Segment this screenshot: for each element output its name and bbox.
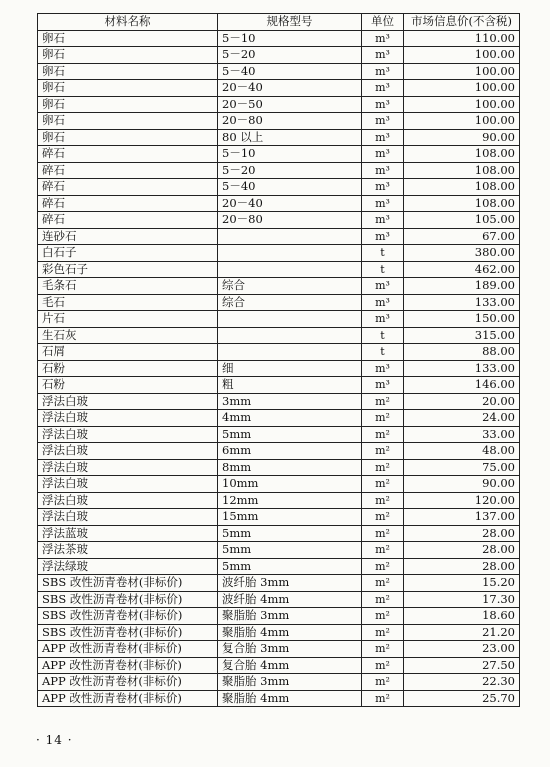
price-cell: 108.00 (404, 162, 520, 179)
spec-model-cell: 5mm (218, 542, 362, 559)
table-row (38, 426, 520, 443)
material-name-cell: 毛石 (38, 294, 218, 311)
price-cell: 108.00 (404, 195, 520, 212)
price-cell: 105.00 (404, 212, 520, 229)
price-cell: 15.20 (404, 575, 520, 592)
table-row (38, 525, 520, 542)
material-name-cell: 卵石 (38, 113, 218, 130)
material-name-cell: 浮法白玻 (38, 492, 218, 509)
material-name-cell: 石屑 (38, 344, 218, 361)
unit-cell: m³ (362, 195, 404, 212)
price-cell: 25.70 (404, 690, 520, 707)
table-row (38, 542, 520, 559)
price-cell: 24.00 (404, 410, 520, 427)
table-row (38, 195, 520, 212)
price-cell: 189.00 (404, 278, 520, 295)
price-cell: 17.30 (404, 591, 520, 608)
material-name-cell: 卵石 (38, 96, 218, 113)
spec-model-cell: 6mm (218, 443, 362, 460)
material-name-cell: 浮法绿玻 (38, 558, 218, 575)
material-name-cell: APP 改性沥青卷材(非标价) (38, 674, 218, 691)
unit-cell: m³ (362, 162, 404, 179)
price-cell: 28.00 (404, 525, 520, 542)
spec-model-cell: 20－40 (218, 80, 362, 97)
spec-model-cell: 综合 (218, 278, 362, 295)
material-name-cell: 碎石 (38, 195, 218, 212)
unit-cell: m³ (362, 360, 404, 377)
spec-model-cell: 聚脂胎 3mm (218, 674, 362, 691)
spec-model-cell: 12mm (218, 492, 362, 509)
price-cell: 146.00 (404, 377, 520, 394)
material-name-cell: APP 改性沥青卷材(非标价) (38, 641, 218, 658)
table-row (38, 608, 520, 625)
table-row (38, 344, 520, 361)
table-row (38, 327, 520, 344)
material-name-cell: 连砂石 (38, 228, 218, 245)
unit-cell: m³ (362, 311, 404, 328)
material-name-cell: 卵石 (38, 30, 218, 47)
unit-cell: m² (362, 690, 404, 707)
price-cell: 18.60 (404, 608, 520, 625)
material-name-cell: 碎石 (38, 212, 218, 229)
table-row (38, 509, 520, 526)
unit-cell: m² (362, 443, 404, 460)
price-cell: 100.00 (404, 96, 520, 113)
table-row (38, 129, 520, 146)
price-cell: 23.00 (404, 641, 520, 658)
spec-model-cell: 聚脂胎 4mm (218, 690, 362, 707)
spec-model-cell: 5－20 (218, 162, 362, 179)
table-row (38, 459, 520, 476)
material-name-cell: 浮法白玻 (38, 459, 218, 476)
spec-model-cell: 3mm (218, 393, 362, 410)
spec-model-cell: 20－80 (218, 113, 362, 130)
spec-model-cell: 5－20 (218, 47, 362, 64)
price-cell: 27.50 (404, 657, 520, 674)
spec-model-cell: 粗 (218, 377, 362, 394)
unit-cell: t (362, 344, 404, 361)
spec-model-cell: 5mm (218, 525, 362, 542)
table-row (38, 591, 520, 608)
spec-model-cell: 20－40 (218, 195, 362, 212)
price-cell: 28.00 (404, 542, 520, 559)
material-name-cell: 生石灰 (38, 327, 218, 344)
table-row (38, 410, 520, 427)
unit-cell: m² (362, 591, 404, 608)
table-row (38, 228, 520, 245)
unit-cell: m² (362, 459, 404, 476)
table-row (38, 641, 520, 658)
price-cell: 21.20 (404, 624, 520, 641)
spec-model-cell: 4mm (218, 410, 362, 427)
header-market-price: 市场信息价(不含税) (404, 14, 520, 31)
material-name-cell: 浮法白玻 (38, 426, 218, 443)
unit-cell: m³ (362, 129, 404, 146)
spec-model-cell: 波纤胎 4mm (218, 591, 362, 608)
table-row (38, 245, 520, 262)
table-header-row (38, 14, 520, 31)
price-cell: 48.00 (404, 443, 520, 460)
table-row (38, 113, 520, 130)
material-name-cell: 白石子 (38, 245, 218, 262)
table-row (38, 96, 520, 113)
unit-cell: t (362, 327, 404, 344)
price-cell: 110.00 (404, 30, 520, 47)
unit-cell: t (362, 245, 404, 262)
unit-cell: m² (362, 525, 404, 542)
spec-model-cell: 5mm (218, 558, 362, 575)
price-cell: 28.00 (404, 558, 520, 575)
unit-cell: m³ (362, 80, 404, 97)
price-cell: 108.00 (404, 179, 520, 196)
spec-model-cell (218, 245, 362, 262)
table-row (38, 624, 520, 641)
table-row (38, 690, 520, 707)
spec-model-cell: 5－40 (218, 179, 362, 196)
table-row (38, 575, 520, 592)
unit-cell: m² (362, 641, 404, 658)
material-name-cell: 碎石 (38, 179, 218, 196)
material-name-cell: 彩色石子 (38, 261, 218, 278)
spec-model-cell (218, 344, 362, 361)
unit-cell: m² (362, 509, 404, 526)
unit-cell: m² (362, 674, 404, 691)
price-cell: 100.00 (404, 63, 520, 80)
price-cell: 22.30 (404, 674, 520, 691)
price-cell: 20.00 (404, 393, 520, 410)
spec-model-cell: 8mm (218, 459, 362, 476)
spec-model-cell: 聚脂胎 3mm (218, 608, 362, 625)
material-name-cell: SBS 改性沥青卷材(非标价) (38, 624, 218, 641)
material-name-cell: 浮法白玻 (38, 410, 218, 427)
spec-model-cell: 80 以上 (218, 129, 362, 146)
header-spec-model: 规格型号 (218, 14, 362, 31)
material-name-cell: 卵石 (38, 47, 218, 64)
material-price-table (37, 13, 520, 707)
table-row (38, 311, 520, 328)
header-unit: 单位 (362, 14, 404, 31)
price-cell: 133.00 (404, 294, 520, 311)
material-name-cell: 浮法白玻 (38, 443, 218, 460)
spec-model-cell: 5mm (218, 426, 362, 443)
spec-model-cell: 聚脂胎 4mm (218, 624, 362, 641)
unit-cell: m³ (362, 228, 404, 245)
table-row (38, 146, 520, 163)
material-name-cell: 卵石 (38, 80, 218, 97)
price-cell: 67.00 (404, 228, 520, 245)
unit-cell: m² (362, 624, 404, 641)
price-cell: 120.00 (404, 492, 520, 509)
spec-model-cell (218, 311, 362, 328)
material-name-cell: 石粉 (38, 377, 218, 394)
unit-cell: m³ (362, 113, 404, 130)
unit-cell: m² (362, 393, 404, 410)
price-cell: 100.00 (404, 80, 520, 97)
spec-model-cell: 20－50 (218, 96, 362, 113)
spec-model-cell: 细 (218, 360, 362, 377)
unit-cell: m³ (362, 63, 404, 80)
unit-cell: m³ (362, 377, 404, 394)
header-material-name: 材料名称 (38, 14, 218, 31)
table-row (38, 443, 520, 460)
unit-cell: m² (362, 608, 404, 625)
table-row (38, 63, 520, 80)
price-cell: 108.00 (404, 146, 520, 163)
material-name-cell: 浮法茶玻 (38, 542, 218, 559)
table-row (38, 360, 520, 377)
table-row (38, 377, 520, 394)
unit-cell: m² (362, 426, 404, 443)
price-cell: 90.00 (404, 129, 520, 146)
unit-cell: m³ (362, 212, 404, 229)
price-cell: 380.00 (404, 245, 520, 262)
price-cell: 462.00 (404, 261, 520, 278)
spec-model-cell: 波纤胎 3mm (218, 575, 362, 592)
table-row (38, 212, 520, 229)
spec-model-cell: 15mm (218, 509, 362, 526)
unit-cell: m³ (362, 278, 404, 295)
price-cell: 137.00 (404, 509, 520, 526)
table-row (38, 162, 520, 179)
price-cell: 150.00 (404, 311, 520, 328)
table-row (38, 657, 520, 674)
material-name-cell: 毛条石 (38, 278, 218, 295)
table-row (38, 261, 520, 278)
table-row (38, 558, 520, 575)
spec-model-cell: 复合胎 3mm (218, 641, 362, 658)
price-cell: 33.00 (404, 426, 520, 443)
material-name-cell: 浮法白玻 (38, 476, 218, 493)
price-cell: 100.00 (404, 113, 520, 130)
material-name-cell: SBS 改性沥青卷材(非标价) (38, 591, 218, 608)
spec-model-cell: 5－10 (218, 146, 362, 163)
spec-model-cell: 5－40 (218, 63, 362, 80)
table-body (38, 30, 520, 707)
page-number: · 14 · (36, 733, 73, 747)
material-name-cell: 浮法白玻 (38, 509, 218, 526)
price-cell: 133.00 (404, 360, 520, 377)
material-name-cell: 浮法白玻 (38, 393, 218, 410)
table-row (38, 179, 520, 196)
material-name-cell: SBS 改性沥青卷材(非标价) (38, 575, 218, 592)
material-name-cell: SBS 改性沥青卷材(非标价) (38, 608, 218, 625)
table-row (38, 476, 520, 493)
unit-cell: m² (362, 476, 404, 493)
material-name-cell: 碎石 (38, 146, 218, 163)
spec-model-cell: 综合 (218, 294, 362, 311)
spec-model-cell (218, 261, 362, 278)
spec-model-cell: 20－80 (218, 212, 362, 229)
unit-cell: m² (362, 558, 404, 575)
table-row (38, 80, 520, 97)
material-name-cell: 碎石 (38, 162, 218, 179)
price-cell: 75.00 (404, 459, 520, 476)
material-name-cell: 浮法蓝玻 (38, 525, 218, 542)
table-row (38, 278, 520, 295)
material-name-cell: APP 改性沥青卷材(非标价) (38, 690, 218, 707)
material-name-cell: 石粉 (38, 360, 218, 377)
table-row (38, 393, 520, 410)
table-row (38, 47, 520, 64)
unit-cell: m³ (362, 96, 404, 113)
price-cell: 315.00 (404, 327, 520, 344)
spec-model-cell (218, 327, 362, 344)
unit-cell: t (362, 261, 404, 278)
spec-model-cell: 复合胎 4mm (218, 657, 362, 674)
unit-cell: m² (362, 657, 404, 674)
unit-cell: m² (362, 492, 404, 509)
material-name-cell: 片石 (38, 311, 218, 328)
material-name-cell: 卵石 (38, 63, 218, 80)
spec-model-cell: 10mm (218, 476, 362, 493)
material-name-cell: APP 改性沥青卷材(非标价) (38, 657, 218, 674)
table-row (38, 674, 520, 691)
table-row (38, 294, 520, 311)
price-cell: 88.00 (404, 344, 520, 361)
unit-cell: m³ (362, 146, 404, 163)
table-row (38, 30, 520, 47)
unit-cell: m³ (362, 30, 404, 47)
unit-cell: m³ (362, 47, 404, 64)
spec-model-cell (218, 228, 362, 245)
price-cell: 90.00 (404, 476, 520, 493)
material-name-cell: 卵石 (38, 129, 218, 146)
unit-cell: m² (362, 575, 404, 592)
price-cell: 100.00 (404, 47, 520, 64)
unit-cell: m³ (362, 294, 404, 311)
unit-cell: m² (362, 542, 404, 559)
table-row (38, 492, 520, 509)
unit-cell: m³ (362, 179, 404, 196)
spec-model-cell: 5－10 (218, 30, 362, 47)
unit-cell: m² (362, 410, 404, 427)
